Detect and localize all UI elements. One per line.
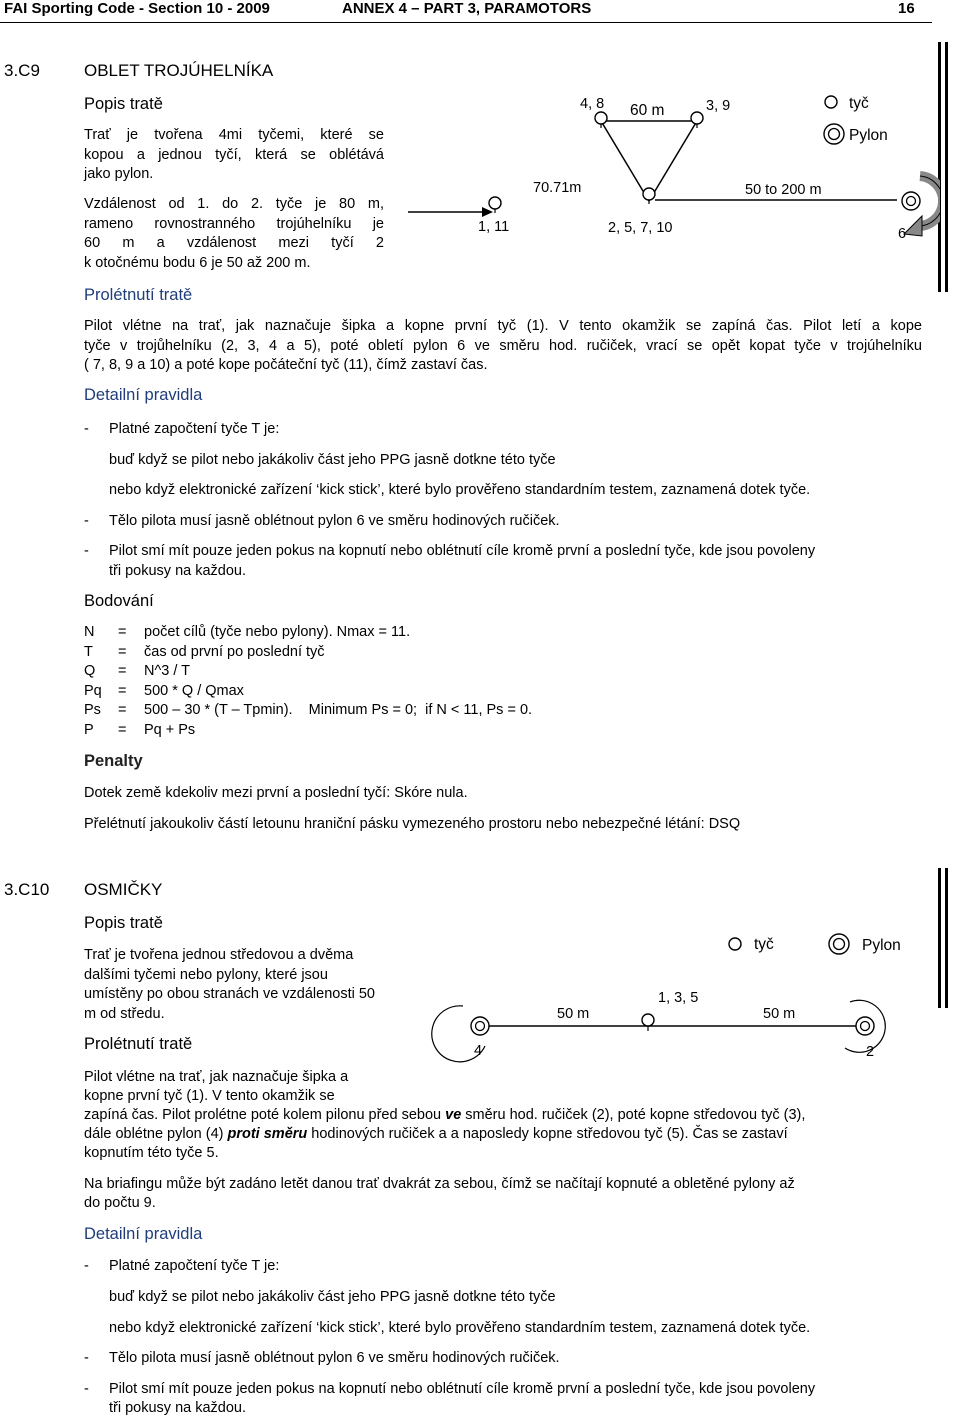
text-line: kopou a jednou tyčí, která se oblétává [84,146,384,163]
distance-description [84,195,384,273]
turn-arrow-head [904,216,922,236]
subheading: Detailní pravidla [84,1225,203,1243]
text-span: zapíná čas. Pilot prolétne poté kolem pilonu před sebou [84,1107,446,1123]
bullet-dash: - [84,1381,89,1397]
scoring-equals: = [118,663,127,679]
subheading: Prolétnutí tratě [84,286,193,304]
diagram-label: 70.71m [533,180,582,196]
pole-icon [595,112,607,124]
scoring-equals: = [118,682,127,699]
scoring-definition: počet cílů (tyče nebo pylony). Nmax = 11. [144,624,411,640]
scoring-row [84,683,784,703]
rule-text: nebo když elektronické zařízení ‘kick stick’, které bylo prověřeno standardním testem, zaznamená dotek tyče. [109,482,811,498]
text-line: ( 7, 8, 9 a 10) a poté kope počáteční tyč (11), čímž zastaví čas. [84,357,488,373]
header-rule [0,22,932,23]
text-line: Pilot vlétne na trať, jak naznačuje šipka a [84,1069,349,1085]
triangle-right-edge [649,121,697,201]
page-number: 16 [898,0,915,17]
section-title: OBLET TROJÚHELNÍKA [84,61,274,80]
rule-text: tři pokusy na každou. [109,563,247,579]
text-line: umístěny po obou stranách ve vzdálenosti 50 [84,986,375,1002]
text-line: kopnutím této tyče 5. [84,1145,219,1161]
change-bar [938,868,949,1008]
scoring-definition: čas od první po poslední tyč [144,643,325,660]
header-left: FAI Sporting Code - Section 10 - 2009 [4,0,270,17]
bullet-dash: - [84,1258,89,1274]
text-line: dalšími tyčemi nebo pylony, které jsou [84,966,328,983]
section-number: 3.C10 [4,880,50,899]
text-line: Trať je tvořena jednou středovou a dvěma [84,947,354,963]
subheading: Bodování [84,592,154,610]
subheading: Detailní pravidla [84,386,203,404]
rule-text: Pilot smí mít pouze jeden pokus na kopnutí nebo oblétnutí cíle kromě první a poslední tyče, kde jsou povoleny [109,1381,816,1397]
pole-icon [643,188,655,200]
diagram-label: 1, 3, 5 [658,990,699,1006]
text-line: tyče v trojůhelníku (2, 3, 4 a 5), poté obletí pylon 6 ve směru hod. ručiček, vrací se opět kopat tyče v trojúhelníku [84,337,922,354]
text-line: do počtu 9. [84,1195,156,1211]
turn-pylon-inner [907,197,916,206]
rule-text: Pilot smí mít pouze jeden pokus na kopnutí nebo oblétnutí cíle kromě první a poslední tyče, kde jsou povoleny [109,543,816,559]
page-header [0,0,960,20]
scoring-definition: 500 * Q / Qmax [144,682,244,699]
text-line: jako pylon. [84,166,154,182]
text-span: hodinových ručiček a a naposledy kopne středovou tyč (5). Čas se zastaví [307,1126,788,1142]
diagram-label: 4 [474,1043,483,1059]
center-pole-icon [642,1014,654,1026]
bullet-dash: - [84,421,89,437]
scoring-row [84,702,784,722]
course-description [84,946,424,1024]
bullet-dash: - [84,513,89,529]
rule-text: Platné započtení tyče T je: [109,1258,280,1274]
subheading: Penalty [84,752,143,770]
scoring-symbol: N [84,624,95,640]
text-line [84,1106,805,1126]
section-title: OSMIČKY [84,880,163,899]
pole-icon [489,197,501,209]
text-line [84,1125,788,1145]
rule-text: nebo když elektronické zařízení ‘kick stick’, které bylo prověřeno standardním testem, zaznamená dotek tyče. [109,1320,811,1336]
header-center: ANNEX 4 – PART 3, PARAMOTORS [342,0,592,17]
scoring-symbol: T [84,643,93,660]
bullet-dash: - [84,1350,89,1366]
diagram-label: 2, 5, 7, 10 [608,220,673,236]
text-line: m od středu. [84,1005,165,1022]
diagram-label: 50 m [557,1006,590,1022]
subheading: Popis tratě [84,95,163,113]
scoring-row [84,624,784,644]
text-line: k otočnému bodu 6 je 50 až 200 m. [84,254,311,271]
emphasis-text: ve [445,1107,462,1123]
diagram-label: 4, 8 [580,96,605,112]
text-line: Na briafingu může být zadáno letět danou trať dvakrát za sebou, čímž se načítají kopnuté a obletěné pylony až [84,1176,795,1192]
legend-pylon-label: Pylon [862,937,901,954]
legend-pole-icon [729,938,741,950]
diagram-label: 6 [898,226,907,242]
text-line: rameno rovnostranného trojúhelníku je [84,215,384,232]
triangle-left-edge [601,121,649,201]
section-number: 3.C9 [4,61,40,80]
text-line: Vzdálenost od 1. do 2. tyče je 80 m, [84,196,384,212]
scoring-row [84,722,784,742]
text-span: směru hod. ručiček (2), poté kopne středovou tyč (3), [461,1107,806,1123]
penalty-text: Přelétnutí jakoukoliv částí letounu hraniční pásku vymezeného prostoru nebo nebezpečné létání: DSQ [84,816,741,832]
diagram-label: 1, 11 [478,219,510,235]
course-description [84,126,384,185]
scoring-row [84,644,784,664]
rule-text: Platné započtení tyče T je: [109,421,280,437]
scoring-definition: 500 – 30 * (T – Tpmin). Minimum Ps = 0; if N < 11, Ps = 0. [144,702,533,718]
scoring-symbol: Pq [84,682,102,699]
pole-icon [691,112,703,124]
diagram-label: 50 m [763,1006,796,1022]
pylon-2-inner [861,1022,870,1031]
text-span: dále oblétne pylon (4) [84,1126,228,1142]
text-line: Pilot vlétne na trať, jak naznačuje šipka a kopne první tyč (1). V tento okamžik se zapíná čas. Pilot letí a kope [84,318,922,334]
scoring-equals: = [118,624,127,640]
legend-pylon-label: Pylon [849,127,888,144]
triangle-course-diagram [400,88,940,288]
bullet-dash: - [84,543,89,559]
penalty-text: Dotek země kdekoliv mezi první a poslední tyčí: Skóre nula. [84,785,468,801]
subheading: Popis tratě [84,914,163,932]
rule-text: buď když se pilot nebo jakákoliv část jeho PPG jasně dotkne této tyče [109,1289,556,1305]
diagram-label: 2 [866,1044,875,1060]
scoring-equals: = [118,702,127,718]
legend-pylon-inner [834,939,845,950]
scoring-symbol: Q [84,663,96,679]
scoring-definition: N^3 / T [144,663,191,679]
text-line: 60 m a vzdálenost mezi tyčí 2 [84,235,384,251]
legend-pylon-inner [829,129,840,140]
pylon-4-inner [476,1022,485,1031]
scoring-equals: = [118,643,127,660]
scoring-symbol: P [84,721,94,738]
diagram-label: 50 to 200 m [745,182,822,198]
scoring-definition: Pq + Ps [144,721,196,738]
legend-pole-icon [825,96,837,108]
diagram-label: 60 m [630,102,665,119]
scoring-symbol: Ps [84,702,101,718]
rule-text: Tělo pilota musí jasně oblétnout pylon 6 ve směru hodinových ručiček. [109,1350,560,1366]
emphasis-text: proti směru [227,1126,308,1142]
scoring-equals: = [118,721,127,738]
legend-pole-label: tyč [849,95,869,112]
text-line: Trať je tvořena 4mi tyčemi, které se [84,127,384,143]
text-line: kopne první tyč (1). V tento okamžik se [84,1088,335,1104]
flight-description [84,317,922,376]
diagram-label: 3, 9 [706,98,731,114]
rule-text: Tělo pilota musí jasně oblétnout pylon 6 ve směru hodinových ručiček. [109,513,560,529]
rule-text: buď když se pilot nebo jakákoliv část jeho PPG jasně dotkne této tyče [109,452,556,468]
legend-pole-label: tyč [754,936,774,953]
rule-text: tři pokusy na každou. [109,1400,247,1416]
subheading: Prolétnutí tratě [84,1035,193,1053]
scoring-row [84,663,784,683]
